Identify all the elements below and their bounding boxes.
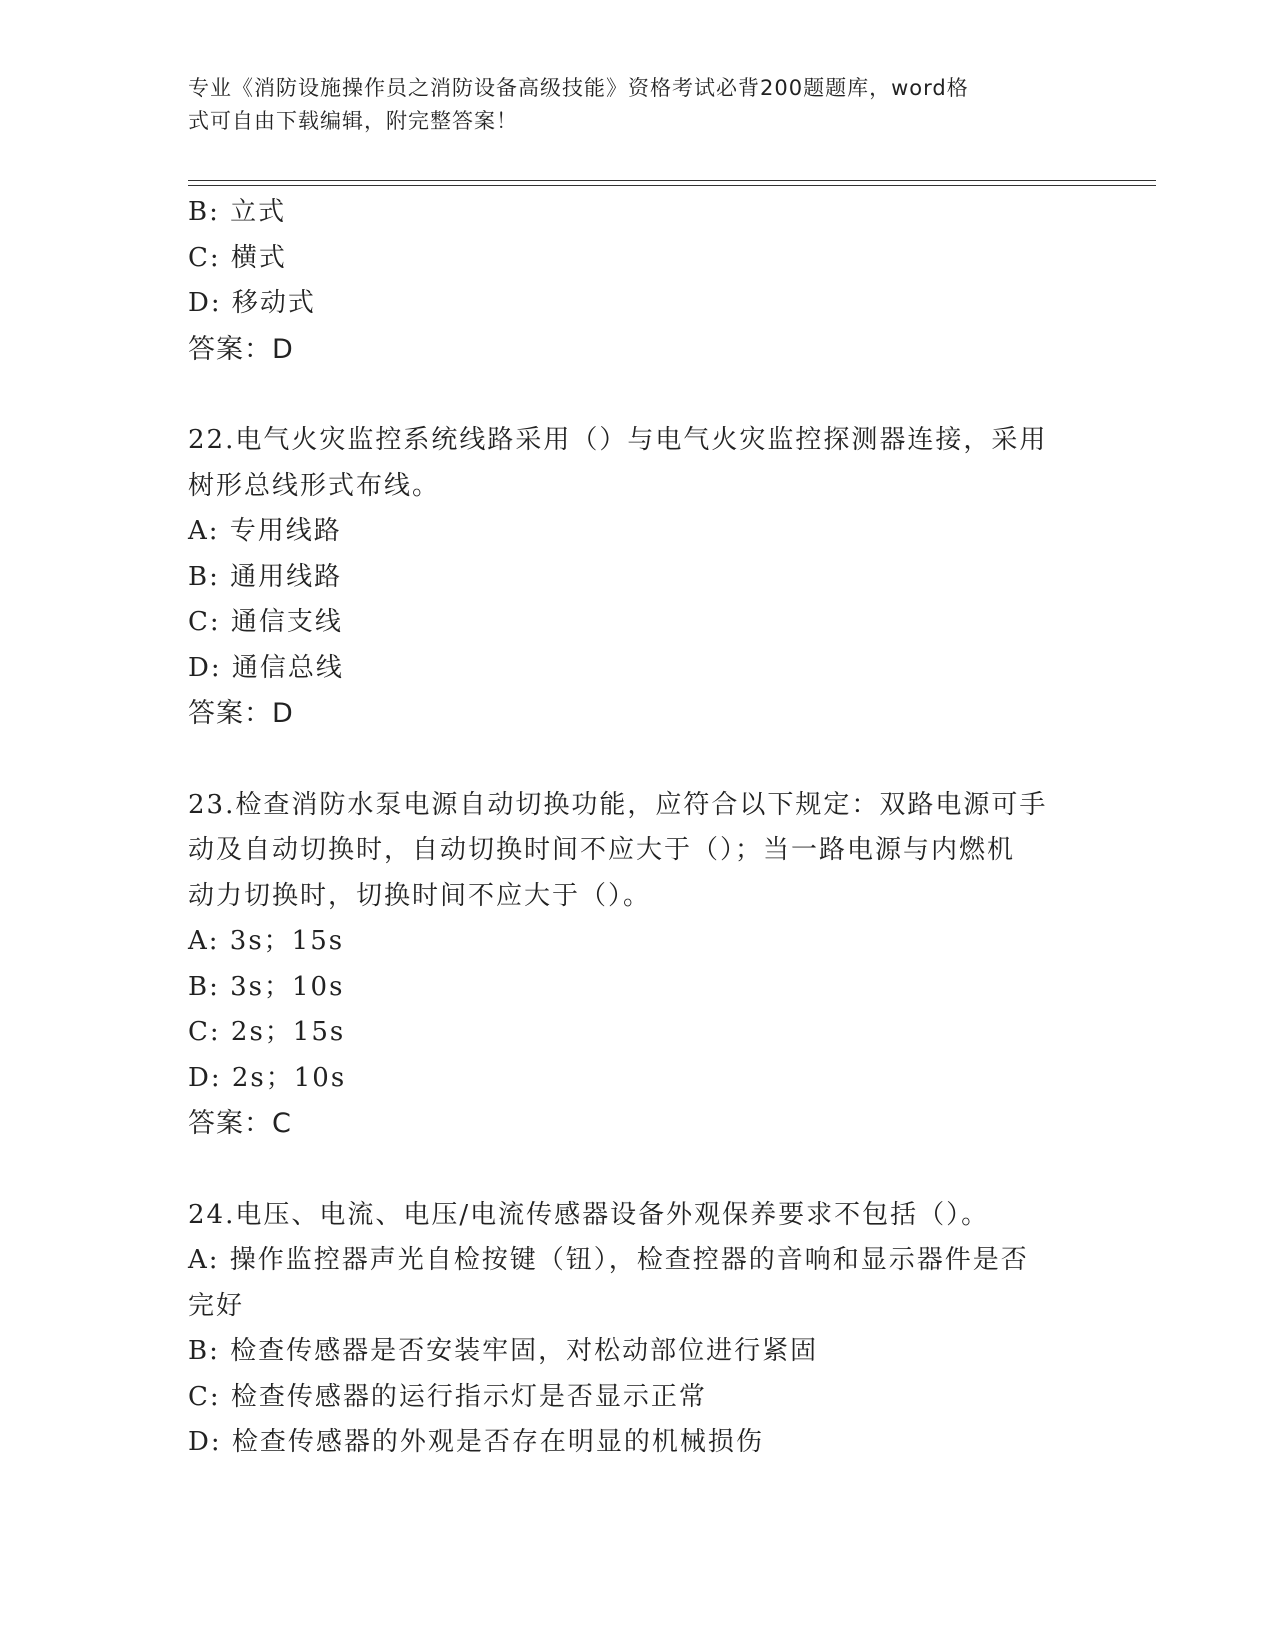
header-line-2: 式可自由下载编辑，附完整答案！ (188, 109, 518, 133)
spacer (188, 737, 1088, 783)
option-d: D: 通信总线 (188, 652, 344, 683)
spacer (188, 372, 1088, 418)
question-24 (188, 1193, 1088, 1466)
option-c: C: 通信支线 (188, 607, 343, 637)
question-21-continuation (188, 190, 1088, 372)
question-stem: 23.检查消防水泵电源自动切换功能，应符合以下规定：双路电源可手 (188, 789, 1048, 820)
question-stem: 动力切换时，切换时间不应大于（）。 (188, 880, 652, 911)
option-b: B: 通用线路 (188, 561, 343, 592)
header-line-1: 专业《消防设施操作员之消防设备高级技能》资格考试必背200题题库，word格 (188, 76, 969, 100)
option-b: B: 立式 (188, 197, 287, 227)
option-d: D: 2s；10s (188, 1062, 347, 1093)
question-stem: 树形总线形式布线。 (188, 470, 441, 501)
answer: 答案：D (188, 333, 294, 365)
option-a: A: 操作监控器声光自检按键（钮），检查控器的音响和显示器件是否 (188, 1245, 1029, 1275)
option-a: A: 3s；15s (188, 926, 345, 956)
spacer (188, 1147, 1088, 1193)
answer: 答案：D (188, 698, 294, 729)
option-d: D: 移动式 (188, 288, 316, 318)
document-header (188, 72, 1068, 138)
document-body (188, 190, 1088, 1466)
option-a-continued: 完好 (188, 1290, 245, 1321)
header-divider-bottom (188, 185, 1156, 186)
option-c: C: 检查传感器的运行指示灯是否显示正常 (188, 1381, 707, 1412)
option-d: D: 检查传感器的外观是否存在明显的机械损伤 (188, 1427, 764, 1457)
option-c: C: 横式 (188, 242, 287, 273)
header-divider-top (188, 180, 1156, 181)
answer: 答案：C (188, 1108, 292, 1139)
option-c: C: 2s；15s (188, 1017, 346, 1047)
question-23 (188, 783, 1088, 1147)
option-b: B: 检查传感器是否安装牢固，对松动部位进行紧固 (188, 1336, 819, 1366)
question-stem: 24.电压、电流、电压/电流传感器设备外观保养要求不包括（）。 (188, 1199, 990, 1230)
question-stem: 22.电气火灾监控系统线路采用（）与电气火灾监控探测器连接，采用 (188, 425, 1048, 455)
option-b: B: 3s；10s (188, 971, 345, 1002)
question-22 (188, 418, 1088, 737)
option-a: A: 专用线路 (188, 516, 342, 546)
question-stem: 动及自动切换时，自动切换时间不应大于（）；当一路电源与内燃机 (188, 835, 1016, 865)
